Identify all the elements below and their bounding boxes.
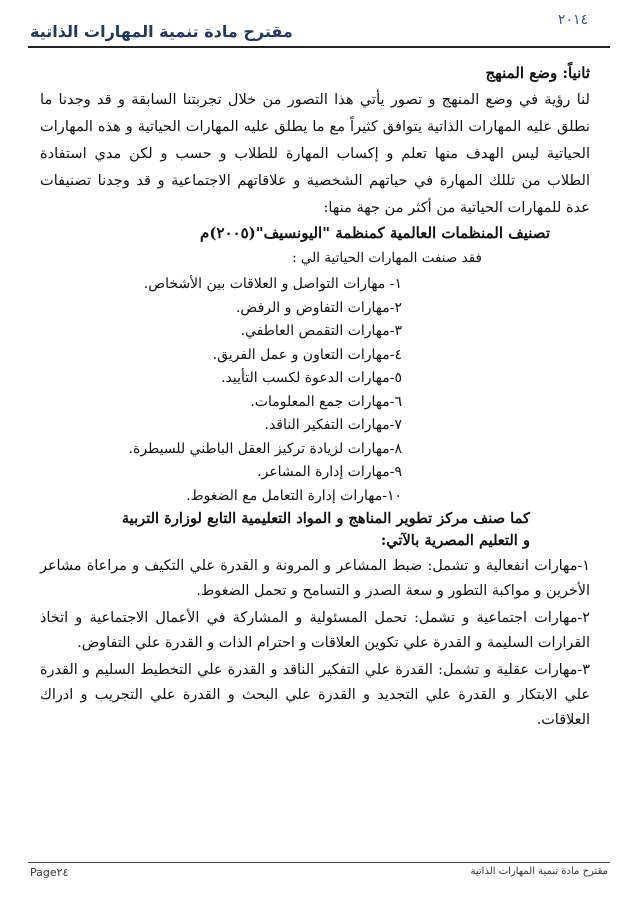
mental-skills: ٣-مهارات عقلية و تشمل: القدرة علي التفكير الناقد و القدرة علي التخطيط السليم و القدرة علي الابتكار و القدرة علي التجديد و القدرة علي البحث و القدرة علي التجريب و ادراك العلاقات.: [40, 662, 590, 728]
list-item: ٨-مهارات لزيادة تركيز العقل الباطني للسيطرة.: [128, 440, 402, 457]
center-title-line1: كما صنف مركز تطوير المناهج و المواد التعليمية التابع لوزارة التربية: [121, 510, 530, 527]
section-paragraph: لنا رؤية في وضع المنهج و تصور يأتي هذا التصور من خلال تجربتنا السابقة و قد وجدنا ما نطلق عليه المهارات الذاتية يتوافق كثيراً مع ما يطلق عليه المهارات الحياتية و هذه المهارات الحياتية ليس الهدف منها تعلم و إكساب المهارة للطلاب و حسب و لكن مدي استفادة الطلاب من تللك المهارة في حياتهم الشخصية و علاقاتهم الاجتماعية و قد وجدنا تصنيفات عدة للمهارات الحياتية من أكثر من جهة منها:: [40, 91, 590, 216]
unicef-intro: فقد صنفت المهارات الحياتية الي :: [292, 250, 482, 266]
header-year: ٢٠١٤: [557, 12, 588, 28]
footer-divider: [28, 862, 610, 863]
list-item: ٩-مهارات إدارة المشاعر.: [257, 464, 402, 480]
list-item: ٤-مهارات التعاون و عمل الفريق.: [212, 346, 402, 363]
list-item: ١٠-مهارات إدارة التعامل مع الضغوط.: [186, 487, 402, 504]
list-item: ٦-مهارات جمع المعلومات.: [250, 393, 402, 410]
document-body: [40, 60, 590, 733]
list-item: ١- مهارات التواصل و العلاقات بين الأشخاص.: [143, 276, 402, 292]
list-item: ٣-مهارات التقمص العاطفي.: [240, 323, 402, 339]
unicef-classification-title: تصنيف المنظمات العالمية كمنظمة "اليونسيف"(٢٠٠٥)م: [200, 224, 550, 242]
center-classification-title: [40, 508, 590, 552]
unicef-skills-list: [40, 273, 590, 508]
list-item: ٢-مهارات التفاوض و الرفض.: [235, 299, 402, 316]
emotional-skills: ١-مهارات انفعالية و تشمل: ضبط المشاعر و المرونة و القدرة علي التكيف و مراعاة مشاعر الأخرين و مواكبة التطور و سعة الصدر و التسامح و تحمل الضغوط.: [40, 558, 590, 599]
header-title: مقترح مادة تنمية المهارات الذاتية: [30, 22, 293, 41]
page-number: ٢٤: [56, 866, 69, 879]
page-label: Page: [30, 866, 57, 879]
footer-document-title: مقترح مادة تنمية المهارات الذاتية: [470, 866, 608, 877]
section-title: ثانياً: وضع المنهج: [485, 64, 590, 82]
center-title-line2: و التعليم المصرية بالآتي:: [380, 532, 530, 549]
social-skills: ٢-مهارات اجتماعية و تشمل: تحمل المسئولية و المشاركة في الأعمال الاجتماعية و اتخاذ القرارات السليمة و القدرة علي تكوين العلاقات و احترام الذات و القدرة علي التفاوض.: [40, 610, 590, 651]
list-item: ٥-مهارات الدعوة لكسب التأييد.: [221, 370, 402, 386]
footer-page-number: [30, 866, 68, 879]
header-divider: [28, 46, 610, 48]
list-item: ٧-مهارات التفكير الناقد.: [264, 417, 402, 433]
